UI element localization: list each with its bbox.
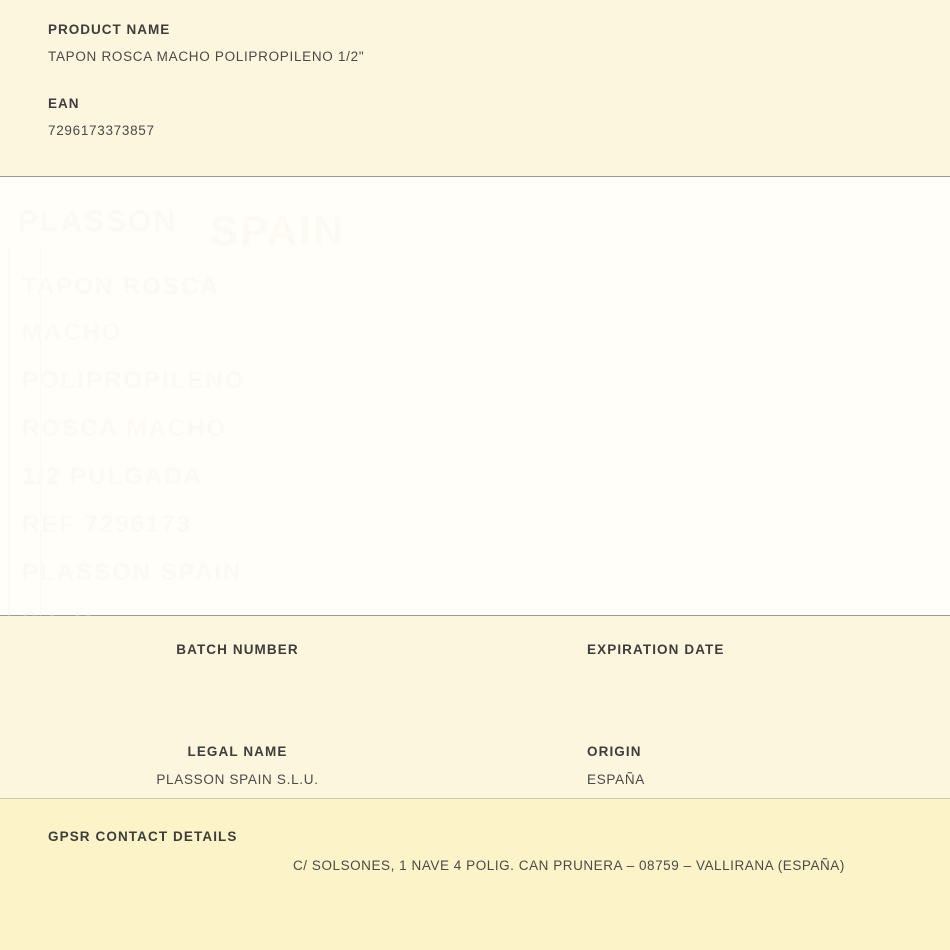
- product-name-field: [48, 22, 902, 64]
- ghost-bar: [40, 247, 41, 647]
- ghost-line: PLASSON SPAIN: [22, 559, 243, 586]
- ghost-bar: [8, 247, 10, 647]
- ean-field: [48, 96, 902, 138]
- gpsr-contact-label: GPSR CONTACT DETAILS: [48, 829, 238, 844]
- origin-value: ESPAÑA: [587, 772, 645, 787]
- expiration-date-field: [475, 642, 950, 686]
- batch-number-label: BATCH NUMBER: [176, 642, 299, 657]
- ean-value: 7296173373857: [48, 123, 155, 138]
- ghost-line: ROSCA MACHO: [22, 415, 228, 442]
- batch-number-value: [0, 670, 475, 686]
- legal-name-value: PLASSON SPAIN S.L.U.: [156, 772, 319, 787]
- batch-number-field: [0, 642, 475, 686]
- ean-label: EAN: [48, 96, 80, 111]
- gpsr-contact-value: C/ SOLSONES, 1 NAVE 4 POLIG. CAN PRUNERA – 08759 – VALLIRANA (ESPAÑA): [293, 858, 845, 873]
- legal-name-label: LEGAL NAME: [187, 744, 288, 759]
- ghost-line: MACHO: [22, 319, 123, 346]
- attributes-block: [0, 616, 950, 798]
- ghost-line: REF 7296173: [22, 511, 193, 538]
- product-name-label: PRODUCT NAME: [48, 22, 171, 37]
- ghost-line: PLASSON: [18, 205, 178, 238]
- ghost-line: POLIPROPILENO: [22, 367, 246, 394]
- ghost-line: SPAIN: [210, 207, 346, 254]
- attributes-row-1: [0, 642, 950, 686]
- product-identity-block: [0, 0, 950, 176]
- ghost-artwork: [0, 187, 520, 657]
- attributes-row-2: [0, 744, 950, 788]
- origin-field: [475, 744, 950, 788]
- expiration-date-label: EXPIRATION DATE: [587, 642, 725, 657]
- ghost-line: 1/2 PULGADA: [22, 463, 203, 490]
- gpsr-contact-block: [0, 799, 950, 950]
- product-image-area: [0, 177, 950, 615]
- legal-name-field: [0, 744, 475, 788]
- product-name-value: TAPON ROSCA MACHO POLIPROPILENO 1/2": [48, 49, 365, 64]
- expiration-date-value: [587, 670, 950, 686]
- origin-label: ORIGIN: [587, 744, 642, 759]
- ghost-line: TAPON ROSCA: [22, 273, 220, 300]
